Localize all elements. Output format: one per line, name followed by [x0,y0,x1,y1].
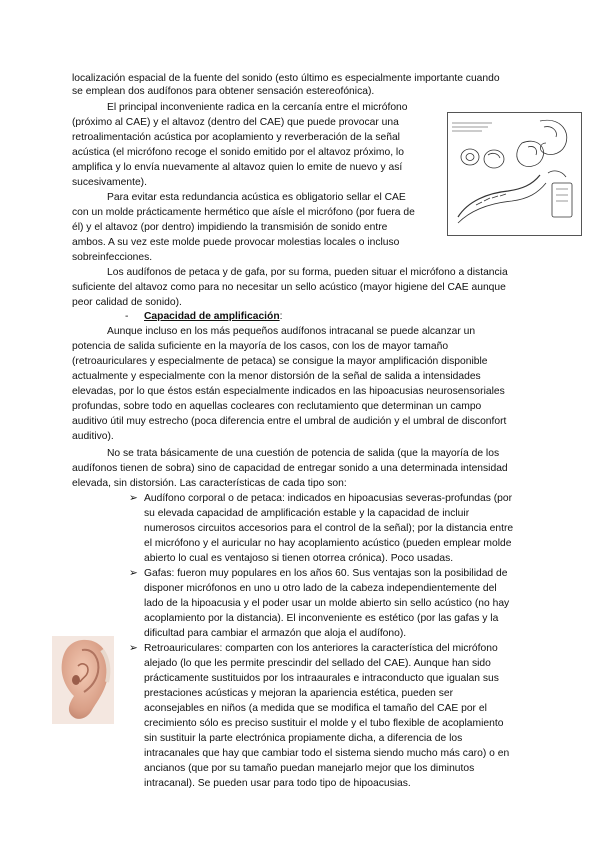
text-line: amplifica y lo envía nuevamente al altavoz quien lo emite de nuevo y así [72,162,403,173]
bullet-arrow-icon: ➢ [129,643,138,654]
section-heading-colon: : [279,311,283,322]
text-line: (próximo al CAE) y el altavoz (dentro del CAE) que puede provocar una [72,117,399,128]
text-line: con un molde prácticamente hermético que aísle el micrófono (por fuera de [72,207,415,218]
text-line: se emplean dos audífonos para obtener sensación estereofónica). [72,86,375,97]
text-line: aconsejables en niños (a medida que se modifica el tamaño del CAE por el [144,703,487,714]
text-line: intracanal). Se pueden usar para todo tipo de hipoacusias. [144,778,411,789]
text-line: prestaciones acústicas y mejoran la apariencia estética, pueden ser [144,688,454,699]
text-line: elevadas, por lo que éstos están especialmente indicados en las hipoacusias neurosensoriales [72,386,505,397]
hearing-aid-drawing [448,113,581,235]
bullet-arrow-icon: ➢ [129,568,138,579]
text-line: auditivo útil muy estrecho (poca diferencia entre el umbral de audición y el umbral de disconfort [72,416,507,427]
text-line: ambos. A su vez este molde puede provocar molestias locales o incluso [72,237,400,248]
text-line: acoplamiento por la distancia). El inconveniente es estético (por las gafas y la [144,613,499,624]
text-line: (retroauriculares y especialmente de petaca) se consigue la mayor amplificación disponible [72,356,488,367]
hearing-aid-diagram [447,112,582,236]
text-line: dificultad para cambiar el armazón que aloja el audífono). [144,628,407,639]
bullet-arrow-icon: ➢ [129,493,138,504]
section-heading [144,310,283,323]
text-line: el micrófono y el auricular no hay acoplamiento acústico (pueden emplear molde [144,538,512,549]
text-line: Los audífonos de petaca y de gafa, por su forma, pueden situar el micrófono a distancia [107,267,508,278]
ear-hearing-aid-photo [52,636,114,724]
ear-illustration [52,636,114,724]
text-line: peor calidad de sonido). [72,297,182,308]
heading-bullet: - [125,311,129,322]
text-line: sucesivamente). [72,177,147,188]
text-line: él) y el altavoz (por dentro) impidiendo la transmisión de sonido entre [72,222,388,233]
text-line: actualmente y especialmente con la menor distorsión de la señal de salida a intensidades [72,371,481,382]
text-line: ancianos (que por su tamaño puedan manejarlo mejor que los diminutos [144,763,475,774]
text-line: retroalimentación acústica por acoplamiento y reverberación de la señal [72,132,400,143]
text-line: Retroauriculares: comparten con los anteriores la característica del micrófono [144,643,498,654]
text-line: sin sustituir la parte electrónica propiamente dicha, a diferencia de los [144,733,463,744]
text-line: auditivo). [72,431,114,442]
text-line: Para evitar esta redundancia acústica es obligatorio sellar el CAE [107,192,406,203]
text-line: localización espacial de la fuente del sonido (esto último es especialmente importante cuando [72,73,500,84]
text-line: El principal inconveniente radica en la cercanía entre el micrófono [107,102,408,113]
text-line: audífonos tienen de sobra) sino de capacidad de entregar sonido a una determinada intensidad [72,463,508,474]
text-line: lado de la hipoacusia y el poder usar un molde abierto sin sello acústico (no hay [144,598,510,609]
text-line: No se trata básicamente de una cuestión de potencia de salida (que la mayoría de los [107,448,500,459]
text-line: alejado (lo que les permite prescindir del sellado del CAE). Aunque han sido [144,658,491,669]
text-line: acústica (el micrófono recoge el sonido emitido por el altavoz próximo, lo [72,147,404,158]
text-line: Audífono corporal o de petaca: indicados en hipoacusias severas-profundas (por [144,493,513,504]
section-heading-text: Capacidad de amplificación [144,311,280,322]
text-line: elevada, sin distorsión. Las características de cada tipo son: [72,478,347,489]
text-line: disponer micrófonos en uno u otro lado de la cabeza independientemente del [144,583,497,594]
text-line: prácticamente sustituidos por los intraaurales e intraconducto que igualan sus [144,673,499,684]
text-line: intracanales que hay que cambiar todo el sistema siendo mucho más caro) o en [144,748,510,759]
text-line: potencia de salida suficiente en la mayoría de los casos, con los de mayor tamaño [72,341,449,352]
text-line: profundas, sobre todo en aquellas cocleares con reclutamiento que determinan un campo [72,401,482,412]
text-line: Gafas: fueron muy populares en los años 60. Sus ventajas son la posibilidad de [144,568,508,579]
text-line: su elevada capacidad de amplificación estable y la capacidad de incluir [144,508,470,519]
text-line: crecimiento sólo es preciso sustituir el molde y el tubo flexible de acoplamiento [144,718,504,729]
text-line: numerosos circuitos accesorios para el control de la señal); por la distancia entre [144,523,514,534]
text-line: Aunque incluso en los más pequeños audífonos intracanal se puede alcanzar un [107,326,476,337]
text-line: abierto lo cual es ventajoso si tienen otorrea crónica). Poco usadas. [144,553,454,564]
text-line: suficiente del altavoz como para no necesitar un sello acústico (mayor higiene del CAE aunque [72,282,506,293]
text-line: sobreinfecciones. [72,252,153,263]
